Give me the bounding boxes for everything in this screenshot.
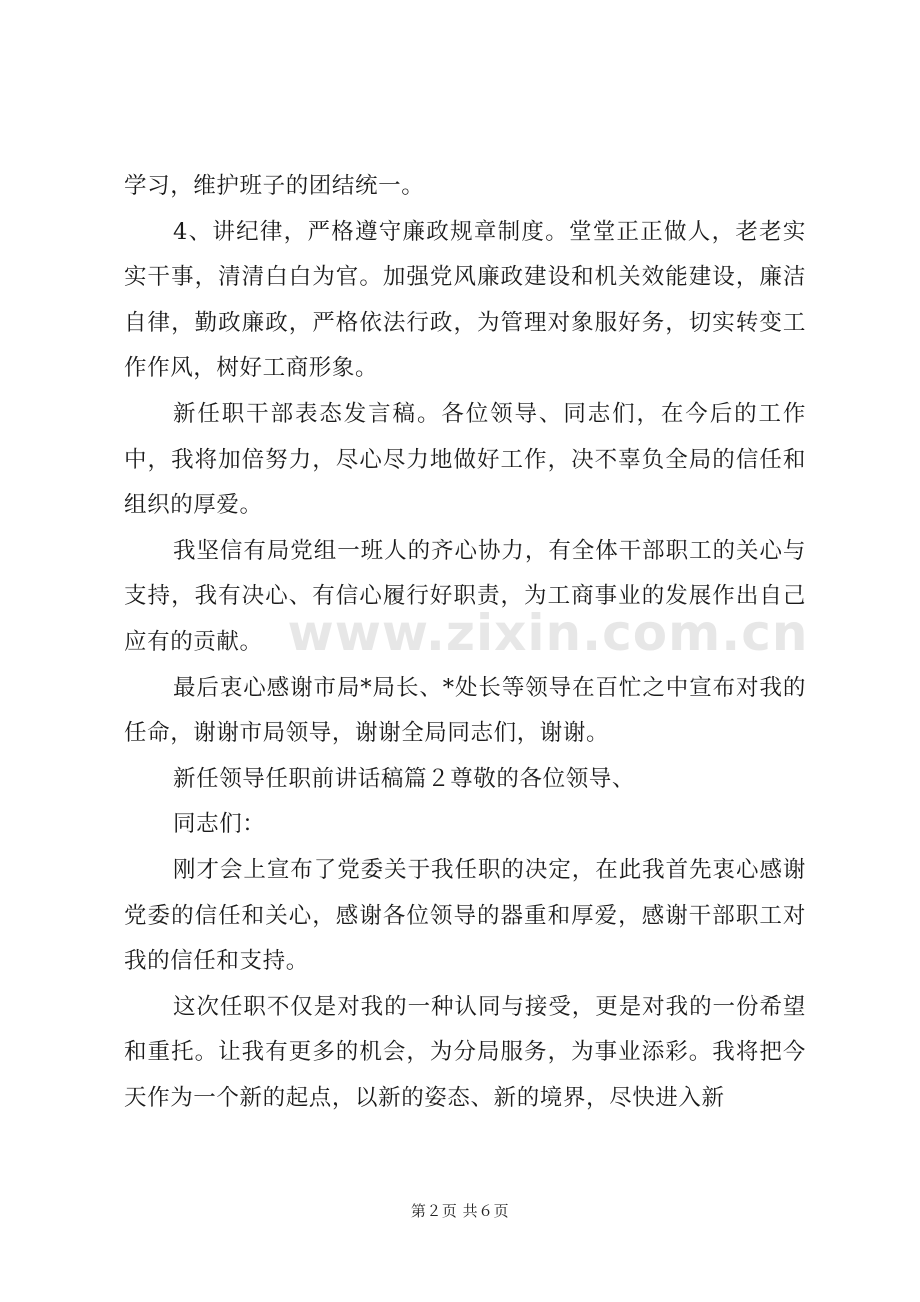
paragraph-6: 新任领导任职前讲话稿篇２尊敬的各位领导、 [173,765,636,792]
watermark: www.zixin.com.cn [287,604,809,662]
paragraph-5: 最后衷心感谢市局*局长、*处长等领导在百忙之中宣布对我的任命，谢谢市局领导，谢谢全局同志们，谢谢。 [124,674,806,747]
paragraph-1: 学习，维护班子的团结统一。 [124,173,425,199]
paragraph-9: 这次任职不仅是对我的一种认同与接受，更是对我的一份希望和重托。让我有更多的机会，为分局服务，为事业添彩。我将把今天作为一个新的起点，以新的姿态、新的境界，尽快进入新 [124,993,806,1111]
paragraph-3: 新任职干部表态发言稿。各位领导、同志们，在今后的工作中，我将加倍努力，尽心尽力地做好工作，决不辜负全局的信任和组织的厚爱。 [124,400,806,519]
page-footer: 第２页 共６页 [410,1202,510,1220]
paragraph-2: 4、讲纪律，严格遵守廉政规章制度。堂堂正正做人，老老实实干事，清清白白为官。加强党风廉政建设和机关效能建设，廉洁自律，勤政廉政，严格依法行政，为管理对象服好务，切实转变工作作风，树好工商形象。 [124,218,806,382]
paragraph-8: 刚才会上宣布了党委关于我任职的决定，在此我首先衷心感谢党委的信任和关心，感谢各位领导的器重和厚爱，感谢干部职工对我的信任和支持。 [124,856,806,975]
paragraph-7: 同志们： [173,811,266,838]
paragraph-4: 我坚信有局党组一班人的齐心协力，有全体干部职工的关心与支持，我有决心、有信心履行好职责，为工商事业的发展作出自己应有的贡献。 [124,537,806,655]
